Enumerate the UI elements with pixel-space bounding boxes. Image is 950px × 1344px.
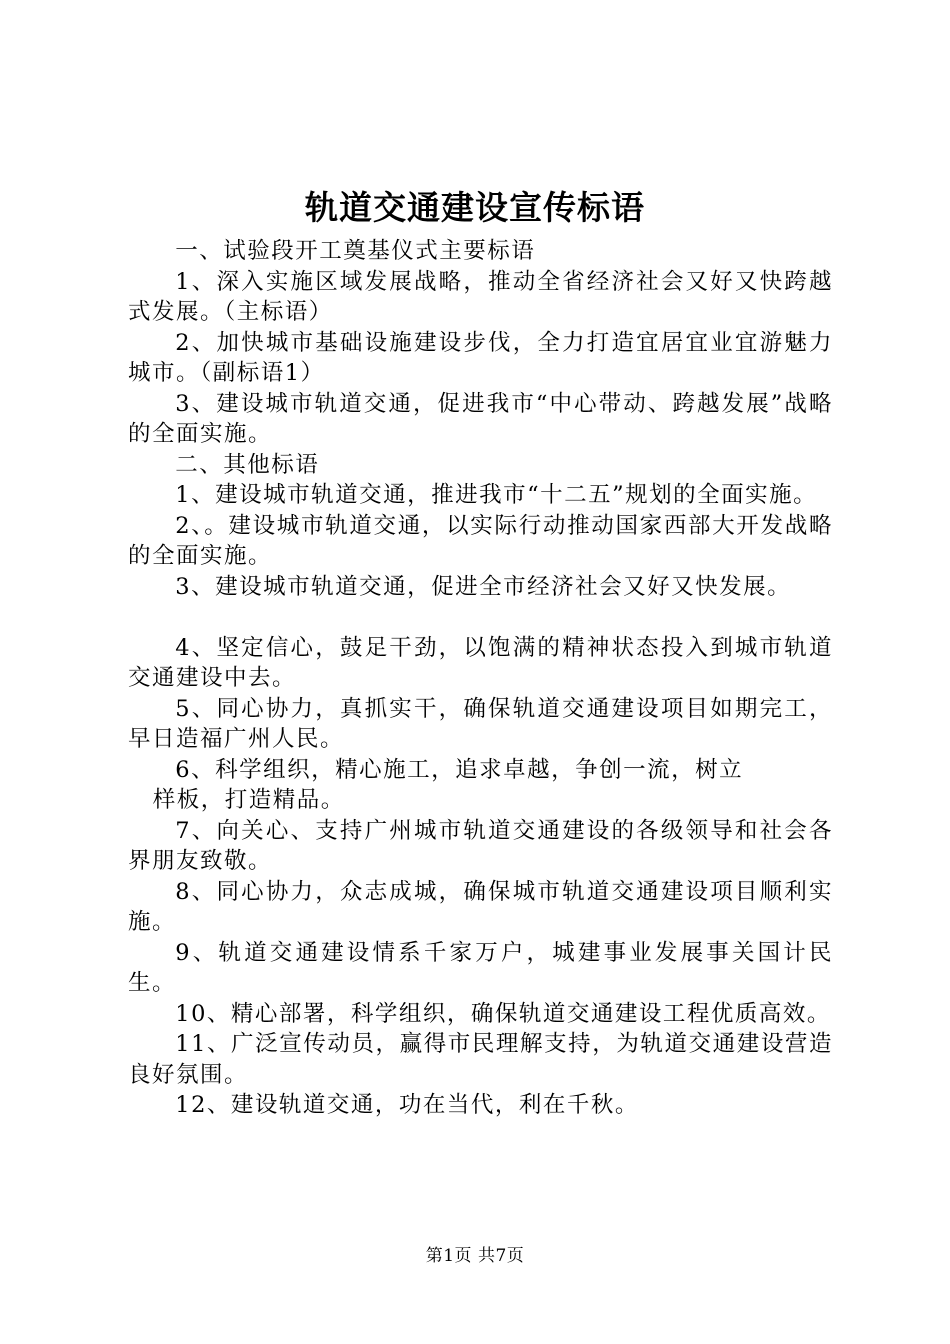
slogan-paragraph: 10、精心部署，科学组织，确保轨道交通建设工程优质高效。	[175, 1000, 831, 1027]
slogan-paragraph: 5、同心协力，真抓实干，确保轨道交通建设项目如期完工，早日造福广州人民。	[128, 695, 833, 752]
document-body	[128, 236, 833, 1121]
slogan-paragraph: 11、广泛宣传动员，赢得市民理解支持，为轨道交通建设营造良好氛围。	[128, 1031, 833, 1088]
slogan-paragraph: 7、向关心、支持广州城市轨道交通建设的各级领导和社会各界朋友致敬。	[128, 817, 833, 874]
slogan-paragraph: 8、同心协力，众志成城，确保城市轨道交通建设项目顺利实施。	[128, 878, 833, 935]
slogan-paragraph: 4、坚定信心，鼓足干劲，以饱满的精神状态投入到城市轨道交通建设中去。	[128, 634, 833, 691]
slogan-continuation: 样板，打造精品。	[152, 787, 345, 813]
slogan-paragraph: 9、轨道交通建设情系千家万户，城建事业发展事关国计民生。	[128, 939, 833, 996]
slogan-paragraph: 2、加快城市基础设施建设步伐，全力打造宜居宜业宜游魅力城市。（副标语1）	[128, 329, 833, 386]
section-heading-2: 二、其他标语	[175, 451, 320, 478]
slogan-paragraph: 2、。建设城市轨道交通，以实际行动推动国家西部大开发战略的全面实施。	[128, 512, 833, 569]
slogan-paragraph: 1、建设城市轨道交通，推进我市“十二五”规划的全面实施。	[175, 482, 818, 508]
slogan-paragraph: 12、建设轨道交通，功在当代，利在千秋。	[175, 1092, 639, 1118]
slogan-line: 6、科学组织，精心施工，追求卓越，争创一流，树立	[175, 756, 744, 783]
section-heading-1: 一、试验段开工奠基仪式主要标语	[175, 238, 536, 264]
slogan-paragraph	[128, 755, 833, 816]
slogan-paragraph: 3、建设城市轨道交通，促进我市“中心带动、跨越发展”战略的全面实施。	[128, 390, 833, 447]
slogan-paragraph: 3、建设城市轨道交通，促进全市经济社会又好又快发展。	[175, 573, 792, 600]
page-number-footer: 第1页 共7页	[425, 1246, 525, 1266]
slogan-paragraph: 1、深入实施区域发展战略，推动全省经济社会又好又快跨越式发展。（主标语）	[128, 268, 833, 325]
page-title: 轨道交通建设宣传标语	[305, 188, 645, 227]
